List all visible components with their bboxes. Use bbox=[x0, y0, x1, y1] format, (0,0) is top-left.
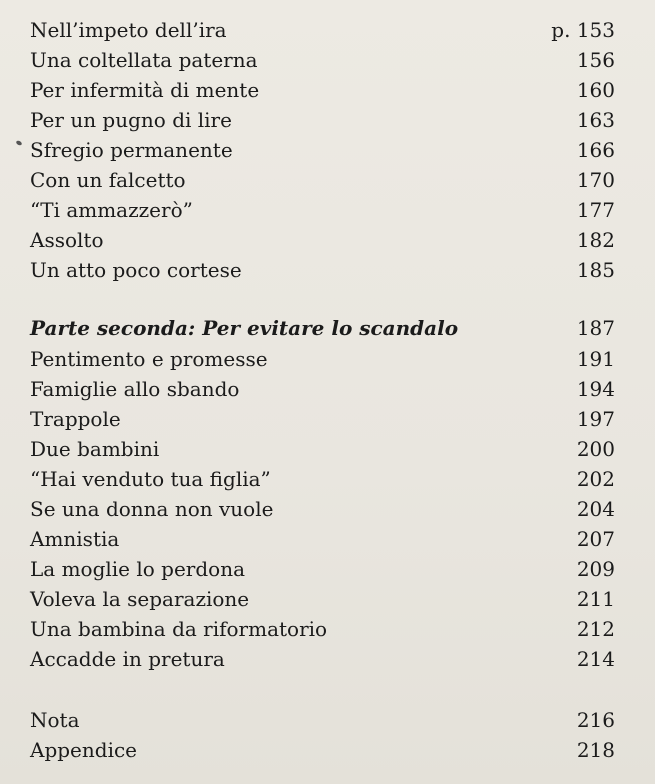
toc-entry-page: 200 bbox=[576, 437, 615, 461]
toc-entry-title: Pentimento e promesse bbox=[30, 347, 268, 371]
toc-entry bbox=[30, 735, 615, 765]
toc-entry bbox=[30, 644, 615, 674]
toc-entry-page: 216 bbox=[576, 708, 615, 732]
toc-entry-page: 156 bbox=[576, 48, 615, 72]
toc-entry bbox=[30, 434, 615, 464]
toc-entry-page: 211 bbox=[576, 587, 615, 611]
toc-section-heading bbox=[30, 313, 615, 343]
toc-entry-title: Per un pugno di lire bbox=[30, 108, 232, 132]
paper-speck bbox=[15, 140, 22, 146]
toc-entry bbox=[30, 105, 615, 135]
toc-entry bbox=[30, 705, 615, 735]
toc-entry-title: Con un falcetto bbox=[30, 168, 186, 192]
section-heading-title: Parte seconda: Per evitare lo scandalo bbox=[30, 316, 459, 340]
toc-entry-title: Una coltellata paterna bbox=[30, 48, 258, 72]
toc-entry-page: 209 bbox=[576, 557, 615, 581]
toc-entry bbox=[30, 584, 615, 614]
toc-entry-page: 194 bbox=[576, 377, 615, 401]
toc-entry-title: Assolto bbox=[30, 228, 104, 252]
toc-entry bbox=[30, 165, 615, 195]
toc-entry-title: “Hai venduto tua figlia” bbox=[30, 467, 271, 491]
toc-entry-title: Accadde in pretura bbox=[30, 647, 225, 671]
toc-entry bbox=[30, 374, 615, 404]
toc-entry-page: 160 bbox=[576, 78, 615, 102]
toc-entry-title: Amnistia bbox=[30, 527, 120, 551]
toc-entry bbox=[30, 524, 615, 554]
toc-entry bbox=[30, 135, 615, 165]
toc-entry-page: 170 bbox=[576, 168, 615, 192]
toc-entry-page: 182 bbox=[576, 228, 615, 252]
toc-entry-title: La moglie lo perdona bbox=[30, 557, 245, 581]
toc-entry bbox=[30, 195, 615, 225]
toc-entry bbox=[30, 15, 615, 45]
toc-entry-page: 166 bbox=[576, 138, 615, 162]
toc-entry-page: 218 bbox=[576, 738, 615, 762]
toc-entry-title: Se una donna non vuole bbox=[30, 497, 274, 521]
toc-entry bbox=[30, 225, 615, 255]
toc-entry-title: Due bambini bbox=[30, 437, 160, 461]
toc-entry-page: 202 bbox=[576, 467, 615, 491]
toc-entry-page: p. 153 bbox=[551, 18, 615, 42]
toc-entry-page: 185 bbox=[576, 258, 615, 282]
toc-entry bbox=[30, 404, 615, 434]
section-heading-page: 187 bbox=[576, 316, 615, 340]
toc-entry-page: 177 bbox=[576, 198, 615, 222]
toc-entry-page: 212 bbox=[576, 617, 615, 641]
toc-entry-page: 214 bbox=[576, 647, 615, 671]
toc-entry bbox=[30, 554, 615, 584]
toc-entry bbox=[30, 464, 615, 494]
toc-entry-page: 191 bbox=[576, 347, 615, 371]
toc-entry-title: Trappole bbox=[30, 407, 121, 431]
toc-entry bbox=[30, 75, 615, 105]
toc-entry-title: Una bambina da riformatorio bbox=[30, 617, 328, 641]
toc-entry bbox=[30, 45, 615, 75]
toc-entry bbox=[30, 614, 615, 644]
toc-entry bbox=[30, 344, 615, 374]
toc-entry-title: Famiglie allo sbando bbox=[30, 377, 240, 401]
toc-entry bbox=[30, 494, 615, 524]
toc-entry-title: Voleva la separazione bbox=[30, 587, 250, 611]
toc-entry-title: Appendice bbox=[30, 738, 138, 762]
toc-entry-title: Per infermità di mente bbox=[30, 78, 260, 102]
toc-entry-page: 163 bbox=[576, 108, 615, 132]
toc-entry-title: Sfregio permanente bbox=[30, 138, 233, 162]
toc-entry-title: “Ti ammazzerò” bbox=[30, 198, 193, 222]
toc-entry-page: 207 bbox=[576, 527, 615, 551]
toc-entry bbox=[30, 255, 615, 285]
toc-entry-page: 204 bbox=[576, 497, 615, 521]
toc-entry-title: Nell’impeto dell’ira bbox=[30, 18, 227, 42]
toc-entry-title: Nota bbox=[30, 708, 80, 732]
toc-entry-title: Un atto poco cortese bbox=[30, 258, 242, 282]
toc-entry-page: 197 bbox=[576, 407, 615, 431]
